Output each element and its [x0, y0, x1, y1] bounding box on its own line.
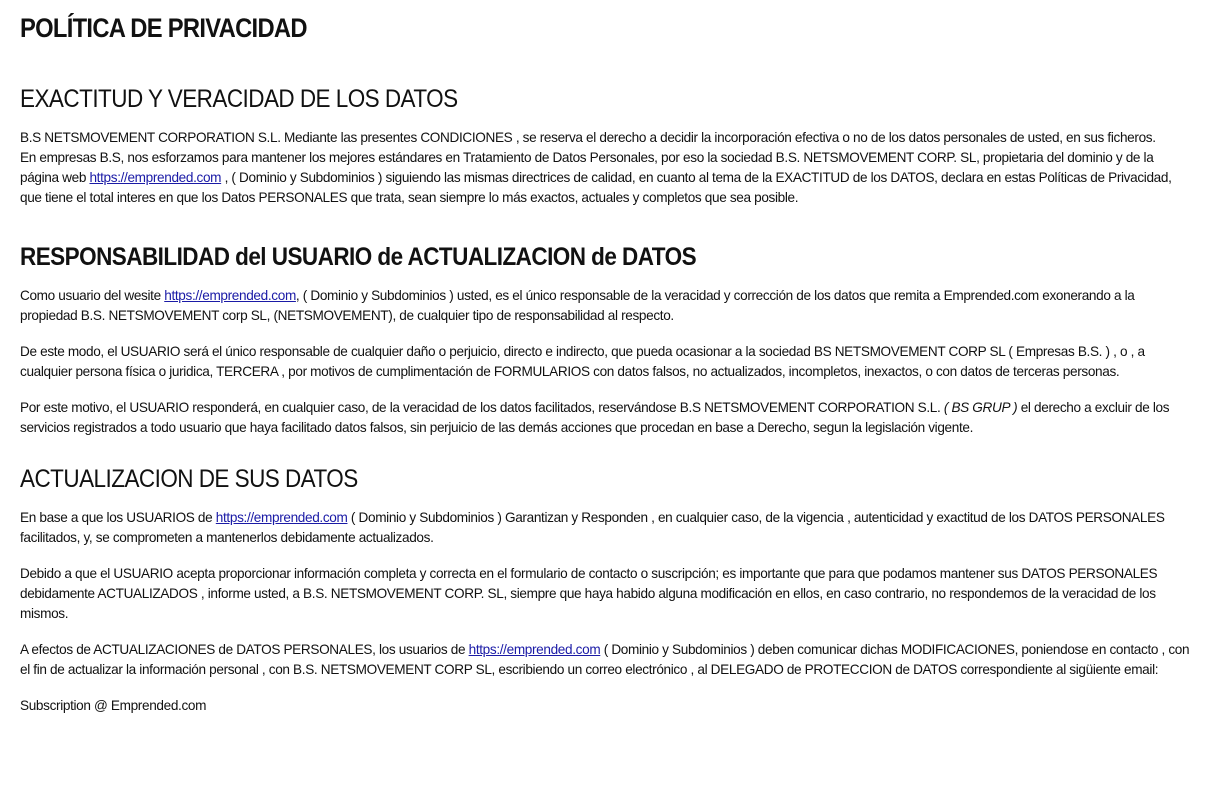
paragraph-responsabilidad-3 [20, 398, 1194, 438]
paragraph-text: En empresas B.S, nos esforzamos para mantener los mejores estándares en Tratamiento de Datos Personales, por eso la sociedad B.S. NETSMOVEMENT CORP. SL, propietaria del dominio y de la página web [20, 150, 1154, 185]
section-heading-exactitud: EXACTITUD Y VERACIDAD DE LOS DATOS [20, 85, 458, 113]
paragraph-text: el derecho a excluir de los servicios registrados a todo usuario que haya facilitado datos falsos, sin perjuicio de las demás acciones que procedan en base a Derecho, segun la legislación vigente. [20, 400, 1170, 435]
paragraph-text: B.S NETSMOVEMENT CORPORATION S.L. Mediante las presentes CONDICIONES , se reserva el derecho a decidir la incorporación efectiva o no de los datos personales de usted, en sus ficheros. [20, 130, 1156, 145]
emprended-link[interactable]: https://emprended.com [468, 642, 601, 657]
paragraph-text: Por este motivo, el USUARIO responderá, en cualquier caso, de la veracidad de los datos facilitados, reservándose B.S NETSMOVEMENT CORPORATION S.L. [20, 400, 944, 415]
heading-part: RESPONSABILIDAD [20, 243, 230, 271]
paragraph-text: ( Dominio y Subdominios ) deben comunicar dichas MODIFICACIONES, poniendose en contacto , con el fin de actualizar la información personal , con B.S. NETSMOVEMENT CORP SL, escribiendo un correo electrónico , al DELEGADO de PROTECCION de DATOS correspondiente al sigüiente email: [20, 642, 1190, 677]
paragraph-text: En base a que los USUARIOS de [20, 510, 216, 525]
paragraph-text: , ( Dominio y Subdominios ) usted, es el único responsable de la veracidad y corrección de los datos que remita a Emprended.com exonerando a la propiedad B.S. NETSMOVEMENT corp SL, (NETSMOVEMENT), de cualquier tipo de responsabilidad al respecto. [20, 288, 1135, 323]
paragraph-text: Como usuario del wesite [20, 288, 165, 303]
paragraph-text: , ( Dominio y Subdominios ) siguiendo las mismas directrices de calidad, en cuanto al tema de la EXACTITUD de los DATOS, declara en estas Políticas de Privacidad, que tiene el total interes en que los Datos PERSONALES que trata, sean siempre lo más exactos, actuales y completos que sea posible. [20, 170, 1172, 205]
heading-part: de [371, 243, 408, 271]
heading-part: DATOS [622, 243, 697, 271]
paragraph-responsabilidad-1 [20, 286, 1194, 326]
emprended-link[interactable]: https://emprended.com [215, 510, 348, 525]
heading-part: de [585, 243, 623, 271]
paragraph-text: ( Dominio y Subdominios ) Garantizan y Responden , en cualquier caso, de la vigencia , autenticidad y exactitud de los DATOS PERSONALES facilitados, y, se comprometen a mantenerlos debidamente actualizados. [20, 510, 1165, 545]
contact-email: Subscription @ Emprended.com [20, 698, 207, 713]
paragraph-actualizacion-1 [20, 508, 1194, 548]
section-heading-responsabilidad [20, 242, 1077, 272]
paragraph-exactitud-1 [20, 128, 1194, 208]
paragraph-actualizacion-3 [20, 640, 1194, 680]
paragraph-actualizacion-2: Debido a que el USUARIO acepta proporcionar información completa y correcta en el formulario de contacto o suscripción; es importante que para que podamos mantener sus DATOS PERSONALES debidamente ACTUALIZADOS , informe usted, a B.S. NETSMOVEMENT CORP. SL, siempre que haya habido alguna modificación en ellos, en caso contrario, no respondemos de la veracidad de los mismos. [20, 566, 1158, 621]
section-heading-actualizacion: ACTUALIZACION DE SUS DATOS [20, 465, 358, 493]
emprended-link[interactable]: https://emprended.com [164, 288, 296, 303]
emprended-link[interactable]: https://emprended.com [89, 170, 222, 185]
heading-part: del [229, 243, 272, 271]
paragraph-responsabilidad-2: De este modo, el USUARIO será el único responsable de cualquier daño o perjuicio, directo e indirecto, que pueda ocasionar a la sociedad BS NETSMOVEMENT CORP SL ( Empresas B.S. ) , o , a cualquier persona física o juridica, TERCERA , por motivos de cumplimentación de FORMULARIOS con datos falsos, no actualizados, incompletos, inexactos, o con datos de terceras personas. [20, 344, 1145, 379]
bs-grup-italic: ( BS GRUP ) [943, 400, 1018, 415]
heading-part: USUARIO [271, 243, 372, 271]
paragraph-text: A efectos de ACTUALIZACIONES de DATOS PERSONALES, los usuarios de [20, 642, 469, 657]
heading-part: ACTUALIZACION [407, 243, 586, 271]
page-title: POLÍTICA DE PRIVACIDAD [20, 13, 307, 43]
